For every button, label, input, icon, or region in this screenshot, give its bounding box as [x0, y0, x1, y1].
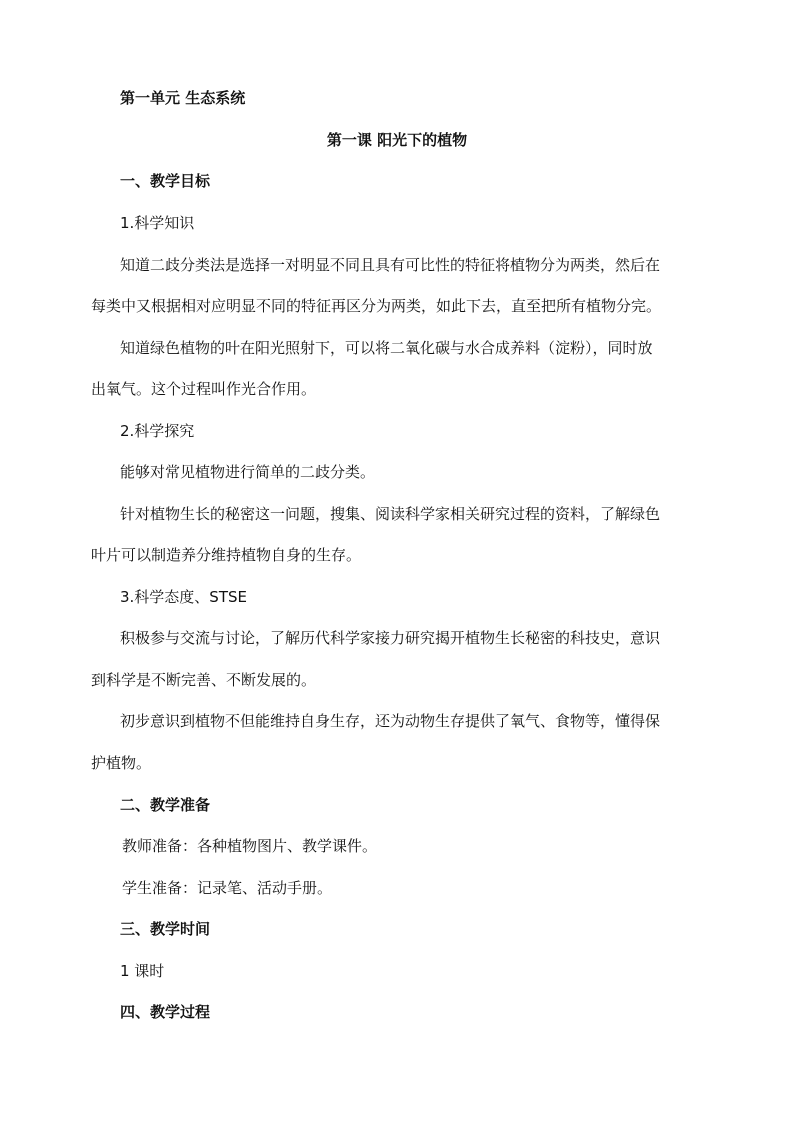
- paragraph-line: 能够对常见植物进行简单的二歧分类。: [120, 463, 376, 481]
- section-heading-time: 三、教学时间: [120, 920, 211, 938]
- unit-title: 第一单元 生态系统: [120, 89, 246, 107]
- paragraph-line: 知道绿色植物的叶在阳光照射下，可以将二氧化碳与水合成养料（淀粉），同时放: [120, 339, 653, 357]
- paragraph-line: 护植物。: [91, 754, 152, 772]
- paragraph-line: 积极参与交流与讨论，了解历代科学家接力研究揭开植物生长秘密的科技史，意识: [120, 629, 661, 647]
- lesson-title: 第一课 阳光下的植物: [326, 131, 468, 149]
- student-preparation: 学生准备：记录笔、活动手册。: [122, 879, 333, 897]
- subheading-knowledge: 1.科学知识: [120, 214, 195, 232]
- section-heading-preparation: 二、教学准备: [120, 796, 211, 814]
- section-heading-goals: 一、教学目标: [120, 172, 211, 190]
- paragraph-line: 叶片可以制造养分维持植物自身的生存。: [91, 546, 362, 564]
- teacher-preparation: 教师准备：各种植物图片、教学课件。: [122, 837, 378, 855]
- paragraph-line: 针对植物生长的秘密这一问题，搜集、阅读科学家相关研究过程的资料，了解绿色: [120, 505, 661, 523]
- section-heading-process: 四、教学过程: [120, 1003, 211, 1021]
- paragraph-line: 出氧气。这个过程叫作光合作用。: [91, 380, 317, 398]
- paragraph-line: 初步意识到植物不但能维持自身生存，还为动物生存提供了氧气、食物等，懂得保: [120, 712, 661, 730]
- subheading-inquiry: 2.科学探究: [120, 422, 195, 440]
- paragraph-line: 到科学是不断完善、不断发展的。: [91, 671, 317, 689]
- paragraph-line: 每类中又根据相对应明显不同的特征再区分为两类，如此下去，直至把所有植物分完。: [91, 297, 662, 315]
- subheading-attitude: 3.科学态度、STSE: [120, 588, 247, 606]
- teaching-time-value: 1 课时: [120, 962, 165, 980]
- paragraph-line: 知道二歧分类法是选择一对明显不同且具有可比性的特征将植物分为两类，然后在: [120, 256, 661, 274]
